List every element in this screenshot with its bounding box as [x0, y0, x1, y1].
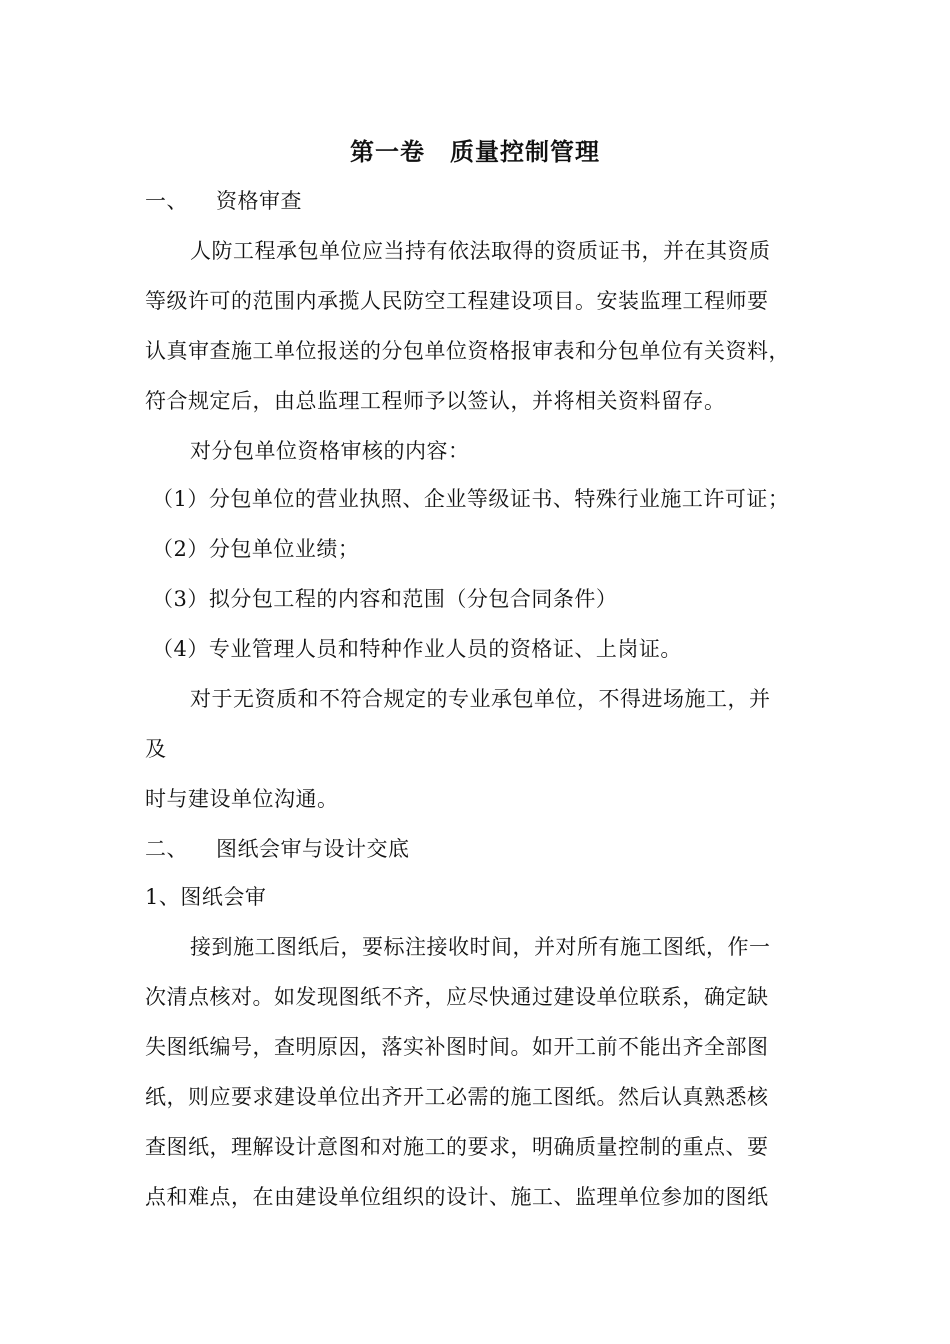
list-item: （4）专业管理人员和特种作业人员的资格证、上岗证。 — [152, 637, 682, 661]
paragraph-line: 查图纸，理解设计意图和对施工的要求，明确质量控制的重点、要 — [145, 1135, 769, 1159]
paragraph-line: 纸，则应要求建设单位出齐开工必需的施工图纸。然后认真熟悉核 — [145, 1085, 769, 1109]
page-title: 第一卷 质量控制管理 — [350, 137, 600, 166]
section-number: 二、 — [145, 837, 188, 861]
paragraph-line: 认真审查施工单位报送的分包单位资格报审表和分包单位有关资料， — [145, 339, 790, 363]
paragraph-line: 对分包单位资格审核的内容： — [190, 439, 470, 463]
paragraph-line: 等级许可的范围内承揽人民防空工程建设项目。安装监理工程师要 — [145, 289, 769, 313]
list-item: （1）分包单位的营业执照、企业等级证书、特殊行业施工许可证； — [152, 487, 790, 511]
paragraph-line: 时与建设单位沟通。 — [145, 787, 339, 811]
list-item: （2）分包单位业绩； — [152, 537, 360, 561]
paragraph-line: 接到施工图纸后，要标注接收时间，并对所有施工图纸，作一 — [190, 935, 771, 959]
paragraph-line: 符合规定后，由总监理工程师予以签认，并将相关资料留存。 — [145, 389, 726, 413]
paragraph-line: 人防工程承包单位应当持有依法取得的资质证书，并在其资质 — [190, 239, 771, 263]
subsection-heading: 1、图纸会审 — [145, 885, 267, 909]
section-title: 图纸会审与设计交底 — [216, 837, 410, 861]
paragraph-line: 次清点核对。如发现图纸不齐，应尽快通过建设单位联系，确定缺 — [145, 985, 769, 1009]
section-title: 资格审查 — [216, 189, 302, 213]
paragraph-line: 及 — [145, 737, 167, 761]
section-number: 一、 — [145, 189, 188, 213]
paragraph-line: 对于无资质和不符合规定的专业承包单位，不得进场施工，并 — [190, 687, 771, 711]
list-item: （3）拟分包工程的内容和范围（分包合同条件） — [152, 587, 618, 611]
section-heading-2 — [145, 834, 410, 864]
paragraph-line: 点和难点，在由建设单位组织的设计、施工、监理单位参加的图纸 — [145, 1185, 769, 1209]
paragraph-line: 失图纸编号，查明原因，落实补图时间。如开工前不能出齐全部图 — [145, 1035, 769, 1059]
section-heading-1 — [145, 186, 302, 216]
